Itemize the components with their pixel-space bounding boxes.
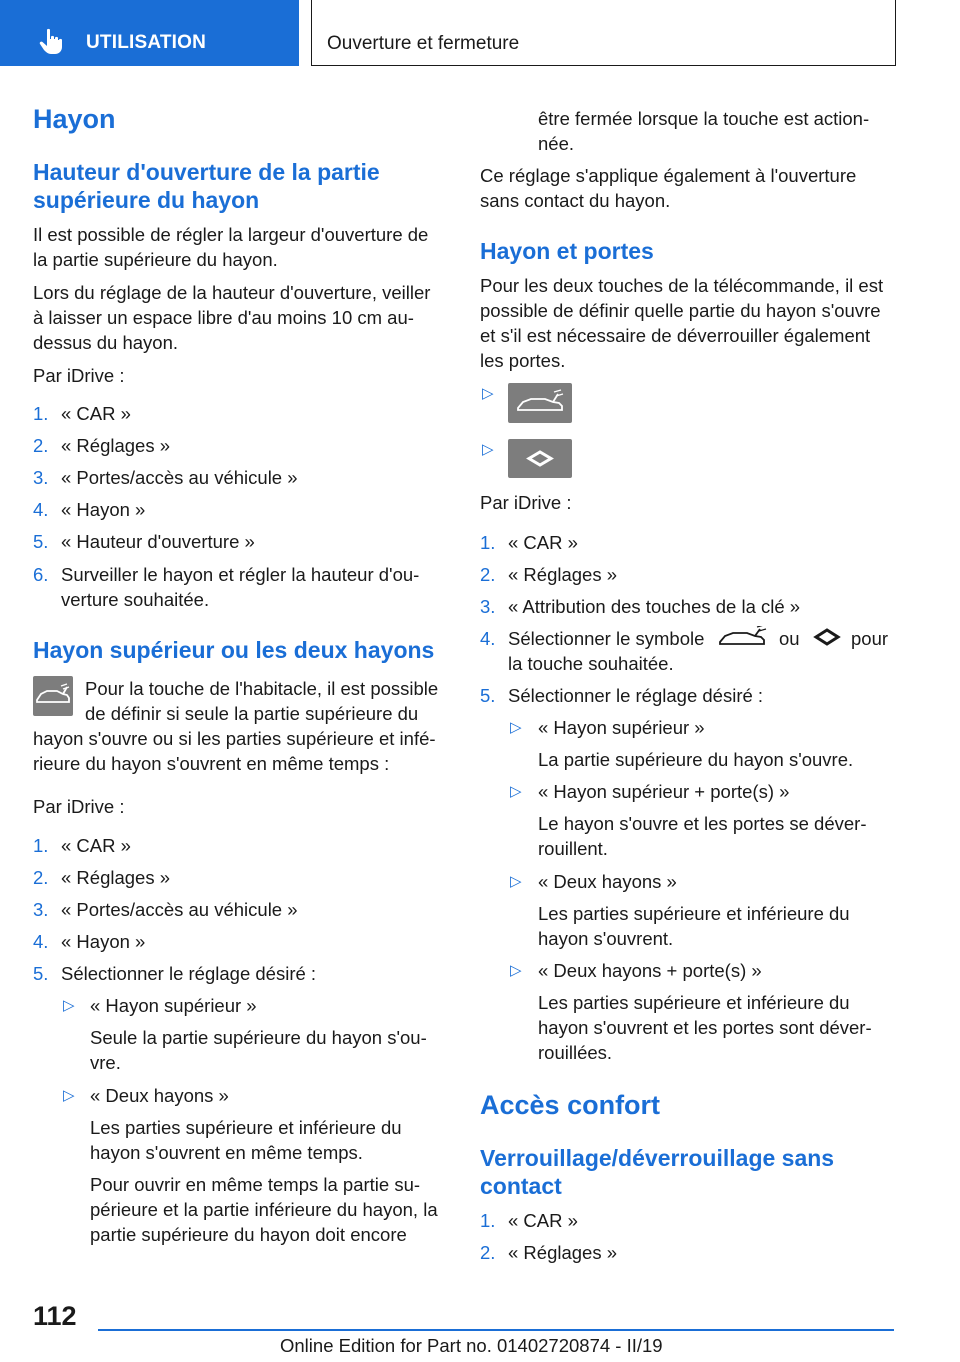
list-number: 1. bbox=[480, 532, 496, 553]
option-title: « Hayon supérieur + porte(s) » bbox=[538, 781, 790, 802]
list-item-cont: verture souhaitée. bbox=[61, 589, 210, 610]
list-item: « CAR » bbox=[508, 1210, 578, 1231]
list-item: « Attribution des touches de la clé » bbox=[508, 596, 801, 617]
list-number: 5. bbox=[33, 531, 49, 552]
option-desc: rouillées. bbox=[538, 1042, 613, 1063]
list-number: 2. bbox=[33, 867, 49, 888]
list-item: « Portes/accès au véhicule » bbox=[61, 467, 298, 488]
paragraph: hayon s'ouvre ou si les parties supérieure et infé- bbox=[33, 728, 436, 749]
option-title: « Deux hayons + porte(s) » bbox=[538, 960, 762, 981]
par-idrive-label: Par iDrive : bbox=[33, 365, 125, 386]
option-title: « Deux hayons » bbox=[90, 1085, 229, 1106]
option-desc: hayon s'ouvrent. bbox=[538, 928, 674, 949]
section-tab bbox=[0, 0, 299, 66]
list-number: 6. bbox=[33, 564, 49, 585]
subheading-tailgate-doors: Hayon et portes bbox=[480, 238, 654, 264]
paragraph: à laisser un espace libre d'au moins 10 cm au- bbox=[33, 307, 414, 328]
option-desc: partie supérieure du hayon doit encore bbox=[90, 1224, 407, 1245]
bullet-icon: ▷ bbox=[510, 783, 522, 800]
paragraph: Pour la touche de l'habitacle, il est possible bbox=[85, 678, 439, 699]
list-item: « Réglages » bbox=[508, 1242, 618, 1263]
bullet-icon: ▷ bbox=[482, 385, 494, 402]
bullet-icon: ▷ bbox=[63, 997, 75, 1014]
paragraph: dessus du hayon. bbox=[33, 332, 179, 353]
list-number: 4. bbox=[480, 628, 496, 649]
hand-pointer-icon bbox=[36, 26, 66, 56]
chapter-tab bbox=[311, 0, 896, 66]
list-item: « Réglages » bbox=[61, 435, 171, 456]
bullet-icon: ▷ bbox=[63, 1087, 75, 1104]
chapter-title: Ouverture et fermeture bbox=[327, 33, 520, 54]
list-number: 5. bbox=[480, 685, 496, 706]
car-tailgate-icon bbox=[716, 626, 770, 650]
list-item: « CAR » bbox=[508, 532, 578, 553]
paragraph: rieure du hayon s'ouvrent en même temps : bbox=[33, 753, 390, 774]
option-desc: Les parties supérieure et inférieure du bbox=[538, 992, 850, 1013]
paragraph: les portes. bbox=[480, 350, 566, 371]
list-item: « Hayon » bbox=[61, 931, 146, 952]
list-number: 2. bbox=[33, 435, 49, 456]
option-desc: périeure et la partie inférieure du hayon, la bbox=[90, 1199, 438, 1220]
subheading-upper-or-both: Hayon supérieur ou les deux hayons bbox=[33, 637, 435, 663]
page-number: 112 bbox=[33, 1301, 77, 1331]
paragraph: Lors du réglage de la hauteur d'ouverture, veiller bbox=[33, 282, 431, 303]
bullet-icon: ▷ bbox=[510, 873, 522, 890]
list-item: « Hayon » bbox=[61, 499, 146, 520]
section-heading-comfort-access: Accès confort bbox=[480, 1090, 661, 1120]
paragraph: Ce réglage s'applique également à l'ouverture bbox=[480, 165, 857, 186]
list-item: « Réglages » bbox=[508, 564, 618, 585]
bullet-icon: ▷ bbox=[510, 719, 522, 736]
option-desc: hayon s'ouvrent en même temps. bbox=[90, 1142, 363, 1163]
paragraph: possible de définir quelle partie du hayon s'ouvre bbox=[480, 300, 881, 321]
list-item: « Hauteur d'ouverture » bbox=[61, 531, 255, 552]
par-idrive-label: Par iDrive : bbox=[480, 492, 572, 513]
list-number: 4. bbox=[33, 931, 49, 952]
footer-rule bbox=[98, 1329, 894, 1331]
car-tailgate-icon bbox=[508, 383, 572, 423]
paragraph: et s'il est nécessaire de déverrouiller également bbox=[480, 325, 871, 346]
subheading-opening-height-cont: supérieure du hayon bbox=[33, 187, 260, 213]
option-desc: Les parties supérieure et inférieure du bbox=[90, 1117, 402, 1138]
list-item: Sélectionner le symbole bbox=[508, 628, 705, 649]
list-item: « Réglages » bbox=[61, 867, 171, 888]
bullet-icon: ▷ bbox=[510, 962, 522, 979]
option-desc: vre. bbox=[90, 1052, 121, 1073]
section-title: UTILISATION bbox=[86, 32, 207, 53]
list-item: « CAR » bbox=[61, 835, 131, 856]
list-item-ou: ou bbox=[779, 628, 800, 649]
list-number: 1. bbox=[33, 403, 49, 424]
option-desc: Le hayon s'ouvre et les portes se déver- bbox=[538, 813, 867, 834]
option-title: « Hayon supérieur » bbox=[90, 995, 257, 1016]
paragraph: Il est possible de régler la largeur d'ouverture de bbox=[33, 224, 429, 245]
page-title: Hayon bbox=[33, 104, 116, 134]
list-number: 3. bbox=[480, 596, 496, 617]
option-title: « Deux hayons » bbox=[538, 871, 677, 892]
list-item: « CAR » bbox=[61, 403, 131, 424]
car-tailgate-icon bbox=[33, 676, 73, 716]
option-desc: La partie supérieure du hayon s'ouvre. bbox=[538, 749, 854, 770]
option-desc-cont: être fermée lorsque la touche est action- bbox=[538, 108, 870, 129]
list-number: 3. bbox=[33, 899, 49, 920]
subheading-keyless-cont: contact bbox=[480, 1173, 562, 1199]
list-item: Sélectionner le réglage désiré : bbox=[61, 963, 317, 984]
list-item-cont: la touche souhaitée. bbox=[508, 653, 674, 674]
list-item-pour: pour bbox=[851, 628, 889, 649]
bullet-icon: ▷ bbox=[482, 441, 494, 458]
option-desc: rouillent. bbox=[538, 838, 608, 859]
list-item: Sélectionner le réglage désiré : bbox=[508, 685, 764, 706]
paragraph: de définir si seule la partie supérieure du bbox=[85, 703, 419, 724]
paragraph: Pour les deux touches de la télécommande, il est bbox=[480, 275, 884, 296]
subheading-keyless: Verrouillage/déverrouillage sans bbox=[480, 1145, 835, 1171]
par-idrive-label: Par iDrive : bbox=[33, 796, 125, 817]
list-number: 1. bbox=[480, 1210, 496, 1231]
list-item: Surveiller le hayon et régler la hauteur d'ou- bbox=[61, 564, 420, 585]
option-desc: Pour ouvrir en même temps la partie su- bbox=[90, 1174, 421, 1195]
option-desc-cont: née. bbox=[538, 133, 575, 154]
list-number: 5. bbox=[33, 963, 49, 984]
option-desc: Seule la partie supérieure du hayon s'ou- bbox=[90, 1027, 427, 1048]
paragraph: sans contact du hayon. bbox=[480, 190, 671, 211]
footer-edition: Online Edition for Part no. 01402720874 - II/19 bbox=[280, 1335, 663, 1356]
diamond-icon bbox=[508, 439, 572, 478]
diamond-icon bbox=[810, 626, 844, 648]
list-item: « Portes/accès au véhicule » bbox=[61, 899, 298, 920]
paragraph: la partie supérieure du hayon. bbox=[33, 249, 278, 270]
option-title: « Hayon supérieur » bbox=[538, 717, 705, 738]
list-number: 2. bbox=[480, 564, 496, 585]
list-number: 2. bbox=[480, 1242, 496, 1263]
list-number: 1. bbox=[33, 835, 49, 856]
option-desc: Les parties supérieure et inférieure du bbox=[538, 903, 850, 924]
list-number: 3. bbox=[33, 467, 49, 488]
subheading-opening-height: Hauteur d'ouverture de la partie bbox=[33, 159, 380, 185]
option-desc: hayon s'ouvrent et les portes sont déver- bbox=[538, 1017, 872, 1038]
list-number: 4. bbox=[33, 499, 49, 520]
